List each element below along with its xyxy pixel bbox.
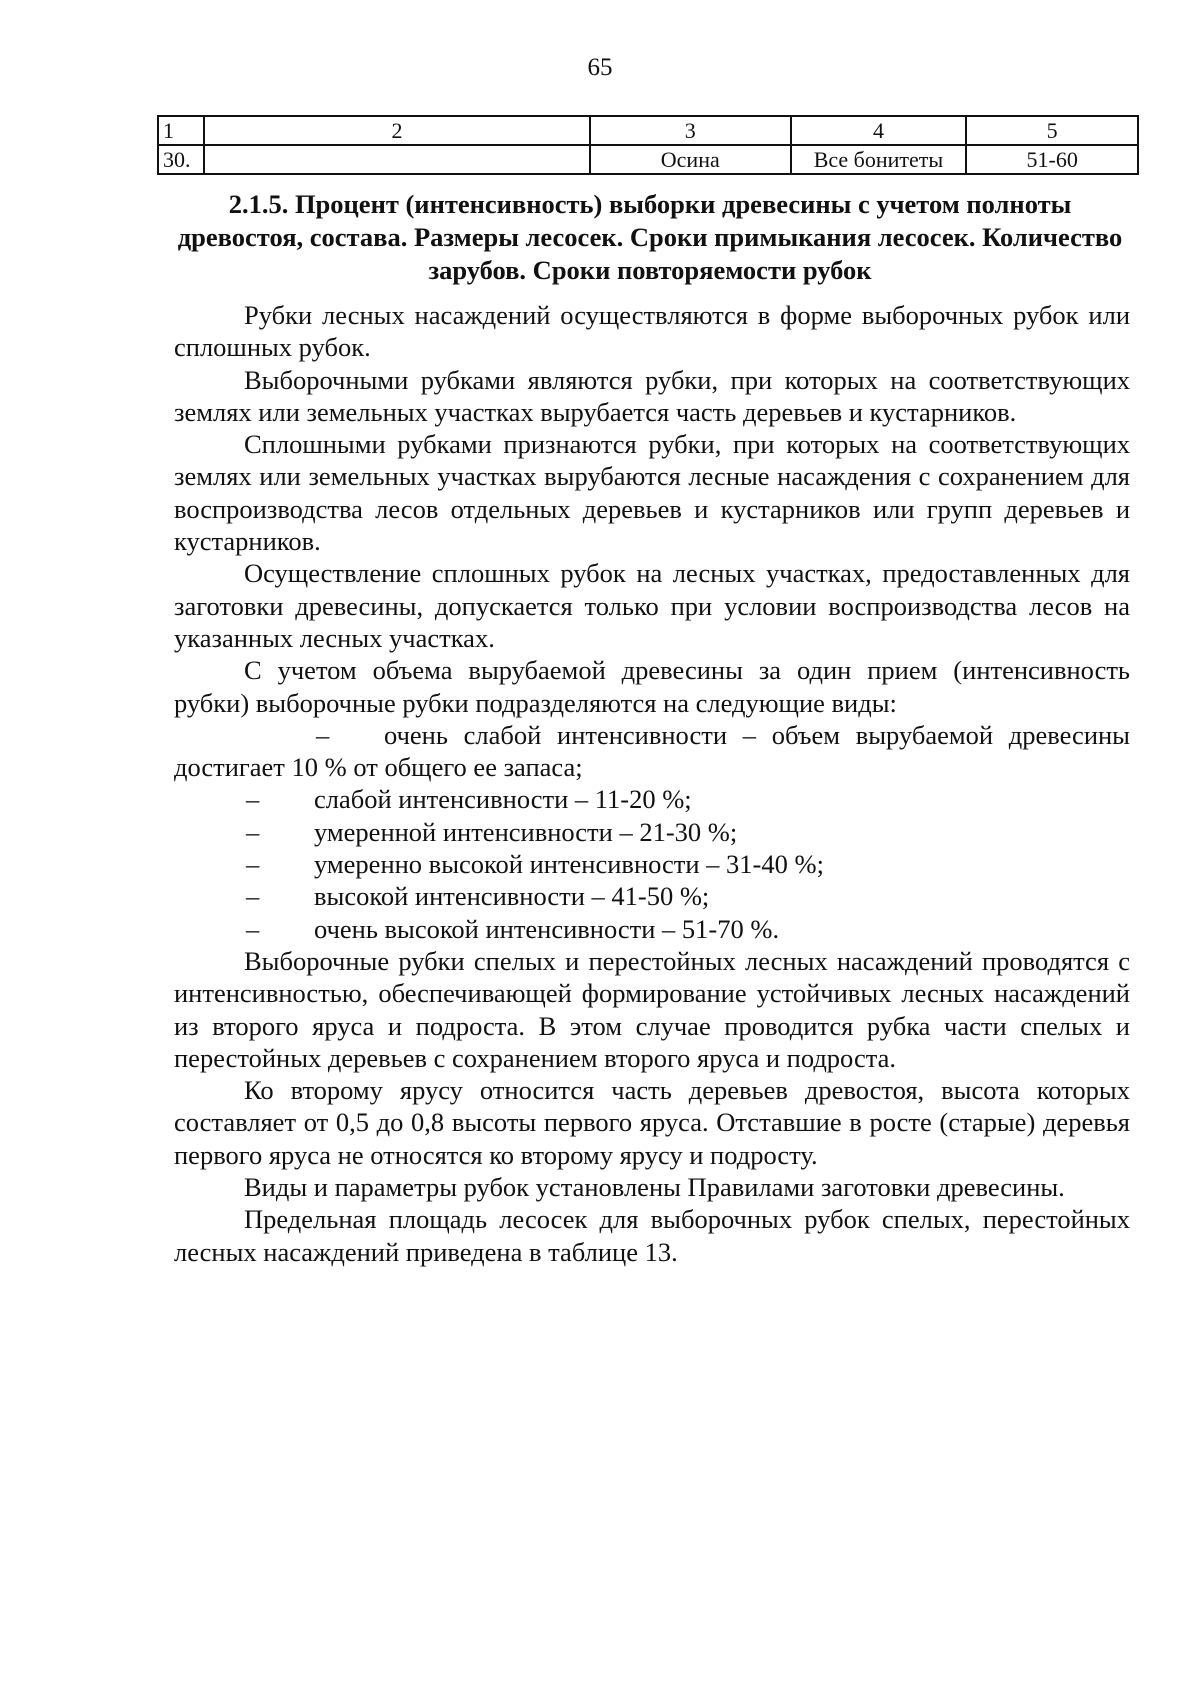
list-item-text: очень слабой интенсивности – объем вырубаемой древесины достигает 10 % от общего ее запаса; (174, 719, 1130, 783)
table-header-cell: 4 (791, 116, 967, 145)
table-header-cell: 3 (590, 116, 791, 145)
dash-mark: – (246, 784, 260, 815)
paragraph: С учетом объема вырубаемой древесины за один прием (интенсивность рубки) выборочные рубки подразделяются на следующие виды: (174, 655, 1130, 718)
paragraph: Сплошными рубками признаются рубки, при которых на соответствующих землях или земельных участках вырубаются лесные насаждения с сохранением для воспроизводства лесов отдельных деревьев и кустарников или групп деревьев и кустарников. (174, 429, 1130, 557)
dash-mark: – (246, 816, 260, 847)
paragraph: Осуществление сплошных рубок на лесных участках, предоставленных для заготовки древесины, допускается только при условии воспроизводства лесов на указанных лесных участках. (174, 558, 1130, 653)
table-header-row (158, 116, 1138, 145)
dash-mark: – (246, 913, 260, 944)
list-item (174, 719, 1130, 784)
table-cell: Осина (590, 145, 791, 174)
list-item (174, 848, 1130, 880)
page-number: 65 (587, 54, 613, 81)
continuation-table (157, 115, 1139, 175)
paragraph: Выборочными рубками являются рубки, при которых на соответствующих землях или земельных участках вырубается часть деревьев и кустарников. (174, 364, 1130, 427)
section-title: 2.1.5. Процент (интенсивность) выборки древесины с учетом полноты древостоя, состава. Размеры лесосек. Сроки примыкания лесосек. Количество зарубов. Сроки повторяемости рубок (177, 189, 1123, 285)
list-item-text: слабой интенсивности – 11-20 %; (314, 784, 692, 815)
list-item (174, 880, 1130, 912)
paragraph: Ко второму ярусу относится часть деревьев древостоя, высота которых составляет от 0,5 до 0,8 высоты первого яруса. Отставшие в росте (старые) деревья первого яруса не относятся ко второму ярусу и подросту. (174, 1075, 1130, 1170)
table-cell (204, 145, 590, 174)
table-header-cell: 1 (158, 116, 204, 145)
list-item (174, 783, 1130, 815)
dash-mark: – (246, 849, 260, 880)
table-cell: 51-60 (966, 145, 1138, 174)
table-cell: Все бонитеты (791, 145, 967, 174)
list-item-text: умеренно высокой интенсивности – 31-40 %; (314, 849, 824, 880)
table-header-cell: 2 (204, 116, 590, 145)
paragraph: Выборочные рубки спелых и перестойных лесных насаждений проводятся с интенсивностью, обеспечивающей формирование устойчивых лесных насаждений из второго яруса и подроста. В этом случае проводится рубка части спелых и перестойных деревьев с сохранением второго яруса и подроста. (174, 945, 1130, 1073)
table-row (158, 145, 1138, 174)
paragraph: Предельная площадь лесосек для выборочных рубок спелых, перестойных лесных насаждений приведена в таблице 13. (174, 1204, 1130, 1267)
list-item-text: высокой интенсивности – 41-50 %; (314, 881, 710, 912)
table-header-cell: 5 (966, 116, 1138, 145)
body-text (174, 299, 1130, 1268)
paragraph: Виды и параметры рубок установлены Правилами заготовки древесины. (244, 1172, 1065, 1203)
paragraph: Рубки лесных насаждений осуществляются в форме выборочных рубок или сплошных рубок. (174, 300, 1130, 363)
list-item (174, 913, 1130, 945)
list-item-text: умеренной интенсивности – 21-30 %; (314, 816, 738, 847)
table-cell: 30. (158, 145, 204, 174)
dash-mark: – (316, 719, 330, 750)
dash-mark: – (246, 881, 260, 912)
list-item (174, 816, 1130, 848)
list-item-text: очень высокой интенсивности – 51-70 %. (314, 913, 780, 944)
